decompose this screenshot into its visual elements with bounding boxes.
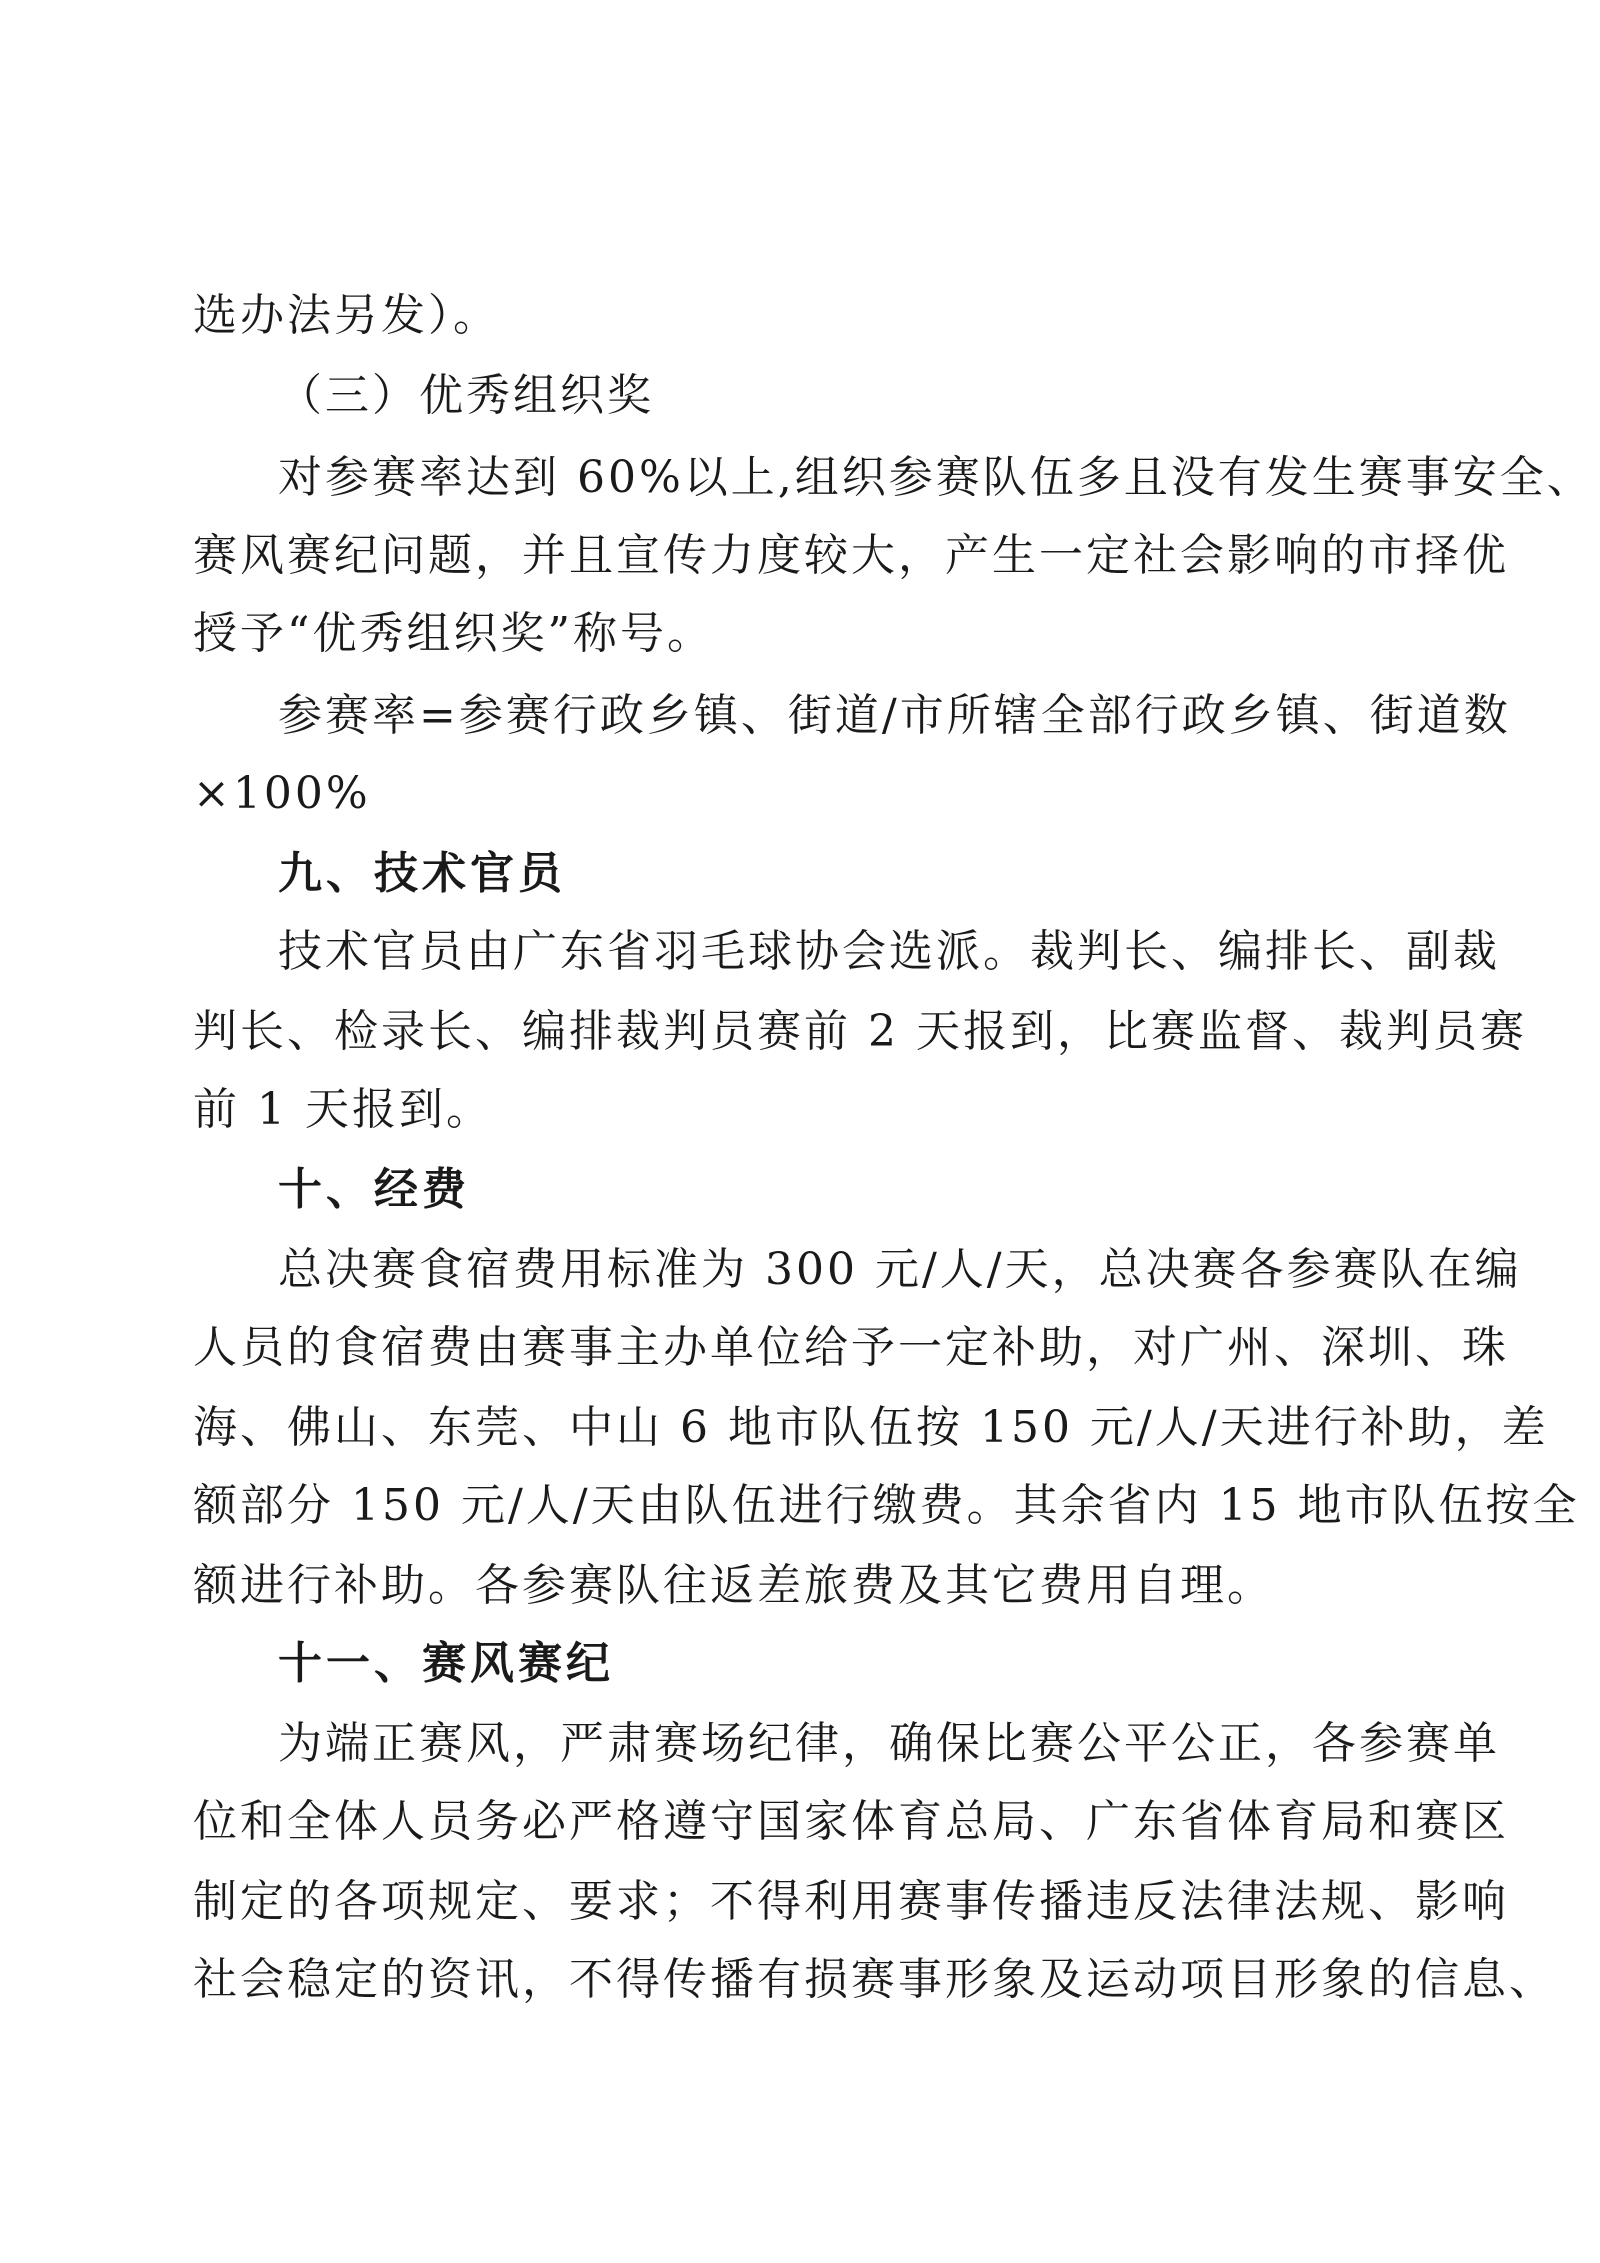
paragraph-line: 前 1 天报到。 [193,1084,493,1135]
paragraph-line: 技术官员由广东省羽毛球协会选派。裁判长、编排长、副裁 [278,926,1500,977]
section-heading-competition-discipline: 十一、赛风赛纪 [278,1638,614,1689]
paragraph-line: 选办法另发）。 [193,290,500,341]
paragraph-line: 对参赛率达到 60%以上,组织参赛队伍多且没有发生赛事安全、 [278,452,1594,503]
section-heading-funding: 十、经费 [278,1164,470,1215]
paragraph-line: 额部分 150 元/人/天由队伍进行缴费。其余省内 15 地市队伍按全 [193,1480,1580,1531]
paragraph-line: 人员的食宿费由赛事主办单位给予一定补助，对广州、深圳、珠 [193,1322,1509,1373]
formula-line: 参赛率=参赛行政乡镇、街道/市所辖全部行政乡镇、街道数 [278,690,1511,741]
paragraph-line: 为端正赛风，严肃赛场纪律，确保比赛公平公正，各参赛单 [278,1718,1500,1769]
paragraph-line: 判长、检录长、编排裁判员赛前 2 天报到，比赛监督、裁判员赛 [193,1006,1527,1057]
paragraph-line: 社会稳定的资讯，不得传播有损赛事形象及运动项目形象的信息、 [193,1954,1556,2005]
section-heading-technical-officials: 九、技术官员 [278,848,566,899]
paragraph-line: 位和全体人员务必严格遵守国家体育总局、广东省体育局和赛区 [193,1796,1509,1847]
paragraph-line: 总决赛食宿费用标准为 300 元/人/天，总决赛各参赛队在编 [278,1244,1522,1295]
paragraph-line: 授予“优秀组织奖”称号。 [193,608,714,659]
subheading-outstanding-organization-award: （三）优秀组织奖 [278,370,654,421]
paragraph-line: 制定的各项规定、要求；不得利用赛事传播违反法律法规、影响 [193,1876,1509,1927]
paragraph-line: 赛风赛纪问题，并且宣传力度较大，产生一定社会影响的市择优 [193,530,1509,581]
paragraph-line: 海、佛山、东莞、中山 6 地市队伍按 150 元/人/天进行补助，差 [193,1402,1549,1453]
paragraph-line: 额进行补助。各参赛队往返差旅费及其它费用自理。 [193,1560,1274,1611]
formula-line: ×100% [193,768,371,819]
